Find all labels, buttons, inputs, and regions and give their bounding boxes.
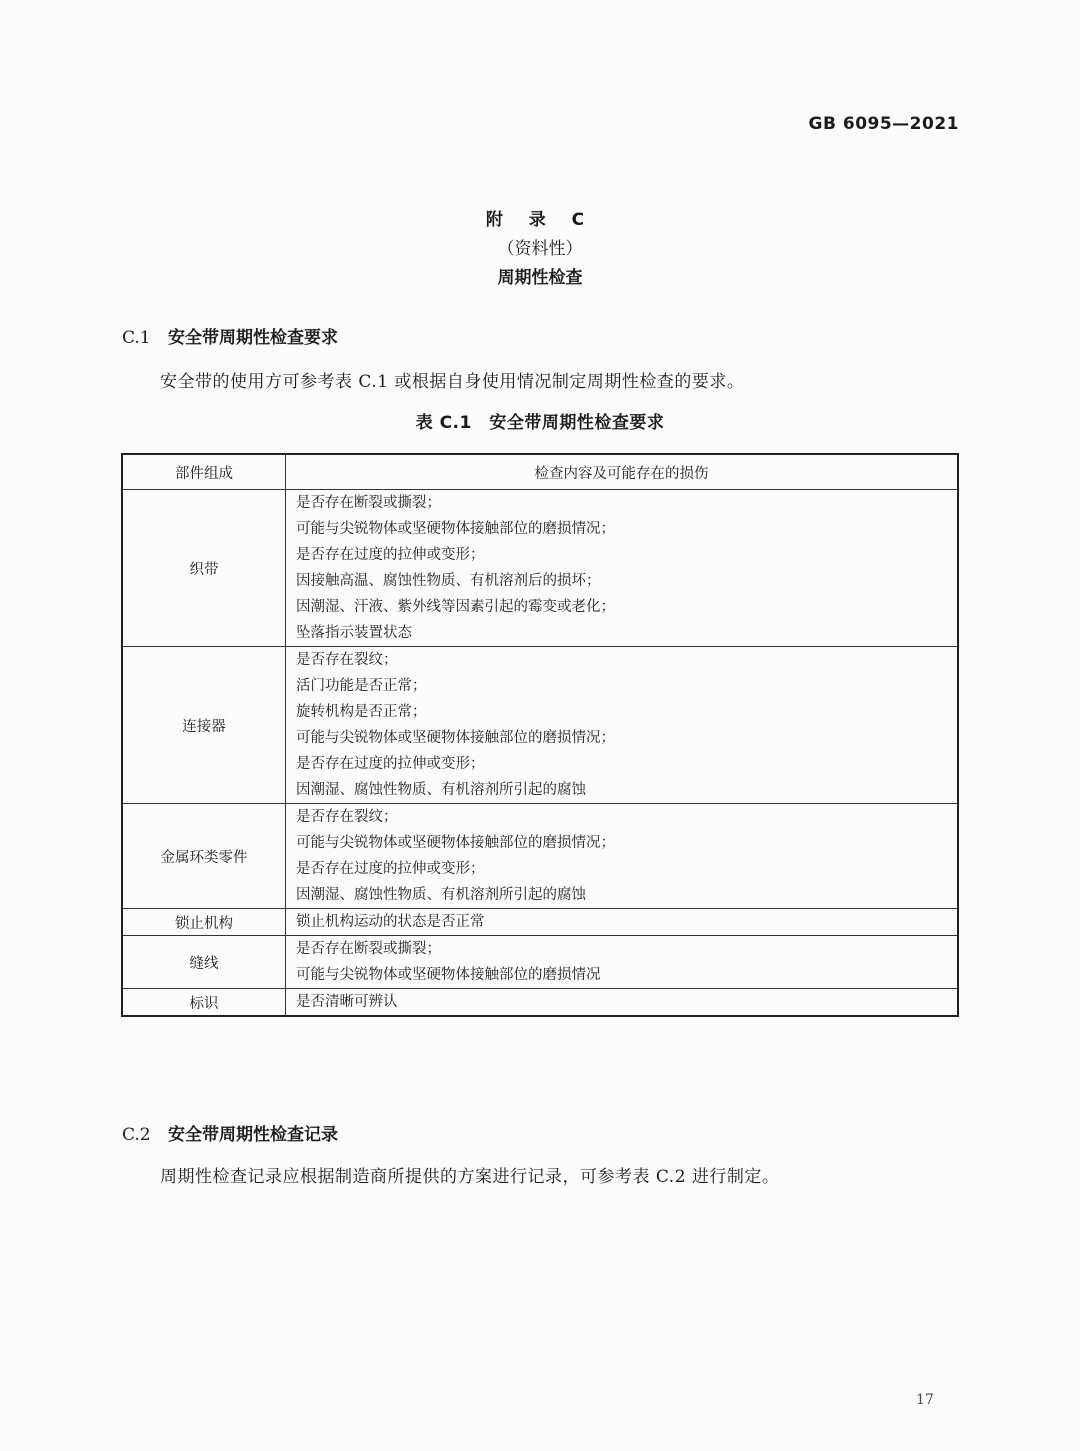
- check-item: 是否存在裂纹；: [296, 652, 398, 668]
- check-item: 可能与尖锐物体或坚硬物体接触部位的磨损情况；: [296, 730, 615, 746]
- page-number: 17: [916, 1392, 934, 1408]
- section-number: C.1: [122, 328, 151, 348]
- appendix-heading: [0, 206, 1080, 293]
- checks-cell: [286, 989, 959, 1017]
- checks-cell: [286, 804, 959, 909]
- table-body: [122, 490, 958, 1017]
- check-item: 是否存在断裂或撕裂；: [296, 495, 441, 511]
- check-item: 旋转机构是否正常；: [296, 704, 427, 720]
- check-item: 是否存在过度的拉伸或变形；: [296, 756, 485, 772]
- check-item: 活门功能是否正常；: [296, 678, 427, 694]
- part-cell: 锁止机构: [122, 909, 286, 936]
- table-row: [122, 490, 958, 647]
- table-row: [122, 647, 958, 804]
- part-cell: 标识: [122, 989, 286, 1017]
- standard-code: GB 6095—2021: [808, 114, 959, 134]
- part-cell: 连接器: [122, 647, 286, 804]
- check-item: 因潮湿、汗液、紫外线等因素引起的霉变或老化；: [296, 599, 615, 615]
- check-item: 因接触高温、腐蚀性物质、有机溶剂后的损坏；: [296, 573, 601, 589]
- column-header: 部件组成: [122, 454, 286, 490]
- check-item: 是否存在裂纹；: [296, 809, 398, 825]
- part-cell: 缝线: [122, 936, 286, 989]
- check-item: 坠落指示装置状态: [296, 625, 412, 641]
- section-paragraph: 周期性检查记录应根据制造商所提供的方案进行记录，可参考表 C.2 进行制定。: [160, 1167, 780, 1187]
- table-row: [122, 936, 958, 989]
- table-caption: 表 C.1 安全带周期性检查要求: [415, 413, 665, 433]
- checks-cell: [286, 490, 959, 647]
- check-item: 是否存在过度的拉伸或变形；: [296, 861, 485, 877]
- section-heading-c2: [122, 1120, 338, 1145]
- section-paragraph: 安全带的使用方可参考表 C.1 或根据自身使用情况制定周期性检查的要求。: [160, 372, 745, 392]
- table-header-row: [122, 454, 958, 490]
- checks-cell: [286, 647, 959, 804]
- check-item: 因潮湿、腐蚀性物质、有机溶剂所引起的腐蚀: [296, 887, 586, 903]
- part-cell: 金属环类零件: [122, 804, 286, 909]
- appendix-name: 周期性检查: [497, 268, 583, 288]
- section-title: 安全带周期性检查记录: [168, 1125, 338, 1145]
- check-item: 可能与尖锐物体或坚硬物体接触部位的磨损情况；: [296, 521, 615, 537]
- inspection-table: [121, 453, 959, 1017]
- section-heading-c1: [122, 323, 338, 348]
- check-item: 可能与尖锐物体或坚硬物体接触部位的磨损情况: [296, 967, 601, 983]
- checks-cell: [286, 936, 959, 989]
- section-number: C.2: [122, 1125, 151, 1145]
- column-header: 检查内容及可能存在的损伤: [286, 454, 959, 490]
- table-row: [122, 909, 958, 936]
- checks-cell: [286, 909, 959, 936]
- part-cell: 织带: [122, 490, 286, 647]
- appendix-subtitle: （资料性）: [497, 239, 583, 259]
- check-item: 可能与尖锐物体或坚硬物体接触部位的磨损情况；: [296, 835, 615, 851]
- check-item: 锁止机构运动的状态是否正常: [296, 914, 485, 930]
- table-row: [122, 989, 958, 1017]
- check-item: 是否存在断裂或撕裂；: [296, 941, 441, 957]
- check-item: 因潮湿、腐蚀性物质、有机溶剂所引起的腐蚀: [296, 782, 586, 798]
- section-title: 安全带周期性检查要求: [168, 328, 338, 348]
- check-item: 是否清晰可辨认: [296, 994, 398, 1010]
- table-row: [122, 804, 958, 909]
- appendix-title: 附 录 C: [485, 210, 595, 230]
- check-item: 是否存在过度的拉伸或变形；: [296, 547, 485, 563]
